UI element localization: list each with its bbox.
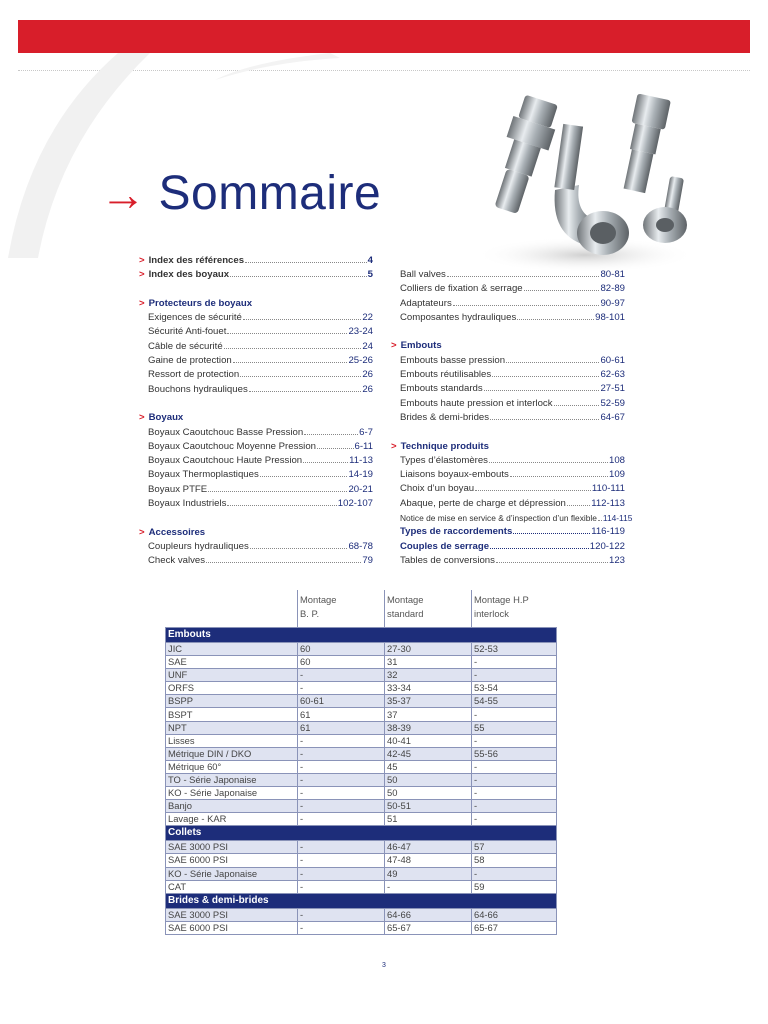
table-cell: 47-48 (385, 854, 472, 867)
table-cell: - (298, 841, 385, 854)
toc-entry-label: Abaque, perte de charge et dépression (400, 497, 566, 509)
toc-entry-label: Index des références (148, 255, 245, 266)
toc-leader-dots (517, 319, 594, 320)
table-row (166, 695, 557, 708)
toc-entry[interactable] (391, 525, 625, 539)
toc-leader-dots (506, 362, 599, 363)
table-cell: 54-55 (472, 695, 557, 708)
toc-leader-dots (490, 548, 589, 549)
table-cell: 52-53 (472, 643, 557, 656)
toc-leader-dots (554, 405, 600, 406)
table-cell: 64-66 (472, 908, 557, 921)
table-row (166, 721, 557, 734)
toc-entry-page: 110-111 (591, 483, 625, 495)
table-cell: 57 (472, 841, 557, 854)
toc-leader-dots (317, 448, 354, 449)
toc-entry-page: 26 (362, 383, 373, 395)
table-row (166, 656, 557, 669)
toc-spacer (139, 511, 373, 525)
table-row (166, 854, 557, 867)
arrow-right-icon: → (100, 167, 147, 220)
table-cell: - (472, 708, 557, 721)
table-cell: SAE 3000 PSI (166, 908, 298, 921)
table-cell: 31 (385, 656, 472, 669)
toc-entry-page: 108 (608, 454, 625, 466)
toc-entry-page: 112-113 (591, 497, 625, 509)
toc-leader-dots (524, 290, 600, 291)
table-cell: - (385, 880, 472, 893)
toc-entry-page: 4 (367, 255, 373, 266)
toc-entry[interactable] (391, 554, 625, 568)
table-cell: 50 (385, 787, 472, 800)
table-cell: Métrique DIN / DKO (166, 747, 298, 760)
toc-entry-label: Embouts standards (400, 383, 483, 395)
toc-entry[interactable] (391, 311, 625, 325)
toc-leader-dots (224, 348, 362, 349)
toc-entry[interactable] (139, 383, 373, 397)
toc-entry-page: 22 (362, 312, 373, 324)
toc-section-label: Accessoires (148, 526, 206, 538)
toc-entry[interactable] (391, 397, 625, 411)
toc-leader-dots (245, 262, 367, 263)
toc-entry-label: Tables de conversions (400, 554, 495, 566)
table-cell: CAT (166, 880, 298, 893)
toc-entry-label: Check valves (148, 555, 206, 567)
toc-entry-label: Embouts réutilisables (400, 369, 492, 381)
table-cell: 40-41 (385, 734, 472, 747)
toc-left-column (139, 254, 373, 569)
table-cell: SAE 3000 PSI (166, 841, 298, 854)
table-cell: SAE 6000 PSI (166, 854, 298, 867)
table-row (166, 708, 557, 721)
toc-entry-page: 68-78 (348, 540, 373, 552)
toc-entry[interactable] (139, 497, 373, 511)
toc-entry-label: Gaine de protection (148, 355, 232, 367)
toc-entry[interactable] (391, 540, 625, 554)
table-row (166, 760, 557, 773)
table-cell: 32 (385, 669, 472, 682)
table-row (166, 813, 557, 826)
table-group-label: Brides & demi-brides (166, 893, 557, 908)
toc-entry-label: Boyaux Caoutchouc Basse Pression (148, 426, 304, 438)
page-title-text: Sommaire (158, 167, 382, 220)
toc-entry[interactable] (139, 440, 373, 454)
toc-entry-page: 23-24 (348, 326, 373, 338)
table-row (166, 921, 557, 934)
table-cell: TO - Série Japonaise (166, 773, 298, 786)
table-cell: 60-61 (298, 695, 385, 708)
table-cell: - (298, 854, 385, 867)
table-cell: BSPP (166, 695, 298, 708)
toc-entry-label: Types d’élastomères (400, 454, 488, 466)
toc-leader-dots (303, 462, 348, 463)
table-cell: 50-51 (385, 800, 472, 813)
table-cell: UNF (166, 669, 298, 682)
toc-entry-label: Câble de sécurité (148, 340, 223, 352)
toc-leader-dots (304, 434, 358, 435)
toc-entry[interactable] (139, 368, 373, 382)
toc-entry[interactable] (391, 454, 625, 468)
toc-entry-label: Ball valves (400, 269, 446, 280)
table-group-label: Embouts (166, 628, 557, 643)
table-cell: SAE (166, 656, 298, 669)
table-cell: 49 (385, 867, 472, 880)
table-cell: BSPT (166, 708, 298, 721)
chevron-right-icon: > (391, 340, 397, 352)
table-cell: 61 (298, 708, 385, 721)
table-column-header: Montage H.P interlock (472, 590, 557, 628)
toc-section-label: Technique produits (400, 440, 489, 452)
toc-entry-page: 116-119 (591, 526, 625, 538)
table-cell: Métrique 60° (166, 760, 298, 773)
toc-entry-label: Types de raccordements (400, 526, 513, 538)
toc-entry-label: Liaisons boyaux-embouts (400, 469, 509, 481)
toc-leader-dots (260, 476, 348, 477)
page-title (100, 166, 381, 221)
table-cell: - (298, 734, 385, 747)
toc-leader-dots (496, 562, 608, 563)
table-cell: - (472, 813, 557, 826)
toc-entry[interactable] (391, 482, 625, 496)
toc-entry[interactable] (391, 297, 625, 311)
table-cell: - (298, 867, 385, 880)
toc-entry-page: 64-67 (600, 411, 625, 423)
toc-spacer (391, 425, 625, 439)
chevron-right-icon: > (139, 269, 145, 281)
table-cell: - (298, 813, 385, 826)
toc-entry-label: Embouts basse pression (400, 354, 506, 366)
table-cell: - (472, 800, 557, 813)
table-row (166, 669, 557, 682)
toc-leader-dots (208, 491, 347, 492)
table-cell: 42-45 (385, 747, 472, 760)
table-group-row (166, 893, 557, 908)
table-cell: - (472, 669, 557, 682)
table-column-header (166, 590, 298, 628)
toc-entry-page: 120-122 (589, 540, 625, 552)
table-group-row (166, 826, 557, 841)
toc-entry[interactable] (139, 554, 373, 568)
toc-entry-page: 79 (362, 555, 373, 567)
chevron-right-icon: > (391, 440, 397, 452)
toc-entry[interactable] (139, 254, 373, 268)
toc-leader-dots (598, 520, 602, 521)
toc-section-heading (391, 339, 625, 353)
toc-entry-page: 90-97 (600, 297, 625, 309)
toc-entry[interactable] (139, 483, 373, 497)
table-cell: 37 (385, 708, 472, 721)
table-cell: - (472, 656, 557, 669)
toc-entry-page: 114-115 (602, 513, 633, 524)
table-cell: SAE 6000 PSI (166, 921, 298, 934)
table-row (166, 867, 557, 880)
toc-entry[interactable] (139, 325, 373, 339)
toc-entry-label: Index des boyaux (148, 269, 230, 281)
toc-entry-page: 80-81 (600, 269, 625, 280)
toc-entry[interactable] (139, 426, 373, 440)
toc-leader-dots (240, 376, 361, 377)
toc-leader-dots (227, 505, 336, 506)
table-cell: 51 (385, 813, 472, 826)
toc-leader-dots (513, 533, 590, 534)
toc-spacer (391, 325, 625, 339)
table-header-row (166, 590, 557, 628)
toc-leader-dots (475, 490, 591, 491)
toc-leader-dots (510, 476, 608, 477)
toc-spacer (139, 283, 373, 297)
toc-entry[interactable] (139, 311, 373, 325)
toc-entry-page: 14-19 (348, 469, 373, 481)
table-cell: NPT (166, 721, 298, 734)
toc-leader-dots (250, 548, 348, 549)
page-number: 3 (382, 962, 386, 969)
toc-entry-label: Choix d’un boyau (400, 483, 475, 495)
table-cell: 38-39 (385, 721, 472, 734)
table-cell: 46-47 (385, 841, 472, 854)
table-cell: - (298, 800, 385, 813)
toc-entry-page: 27-51 (600, 383, 625, 395)
hydraulic-fittings-photo (455, 85, 695, 275)
toc-entry[interactable] (391, 282, 625, 296)
toc-entry[interactable] (391, 511, 633, 525)
table-group-label: Collets (166, 826, 557, 841)
table-cell: - (472, 773, 557, 786)
table-cell: - (298, 880, 385, 893)
table-cell: 65-67 (385, 921, 472, 934)
toc-leader-dots (489, 462, 608, 463)
toc-entry-page: 20-21 (348, 483, 373, 495)
table-group-row (166, 628, 557, 643)
toc-leader-dots (227, 333, 347, 334)
small-nut-fitting (643, 176, 687, 243)
toc-entry-page: 5 (367, 269, 373, 281)
toc-leader-dots (206, 562, 361, 563)
toc-entry-label: Brides & demi-brides (400, 411, 490, 423)
toc-entry[interactable] (139, 468, 373, 482)
table-cell: 45 (385, 760, 472, 773)
toc-leader-dots (233, 362, 348, 363)
table-cell: 60 (298, 656, 385, 669)
table-cell: - (298, 669, 385, 682)
table-cell: JIC (166, 643, 298, 656)
table-cell: 60 (298, 643, 385, 656)
toc-entry-page: 62-63 (600, 369, 625, 381)
toc-leader-dots (453, 305, 600, 306)
toc-entry-page: 52-59 (600, 397, 625, 409)
toc-entry-label: Coupleurs hydrauliques (148, 540, 249, 552)
toc-entry-label: Couples de serrage (400, 540, 490, 552)
table-cell: 59 (472, 880, 557, 893)
table-cell: - (472, 734, 557, 747)
toc-entry[interactable] (391, 354, 625, 368)
table-cell: Banjo (166, 800, 298, 813)
toc-section-heading (139, 526, 373, 540)
table-cell: - (298, 908, 385, 921)
toc-entry-label: Adaptateurs (400, 297, 452, 309)
table-row (166, 908, 557, 921)
toc-spacer (139, 397, 373, 411)
table-column-header: Montage standard (385, 590, 472, 628)
toc-leader-dots (249, 391, 362, 392)
toc-entry-label: Boyaux Caoutchouc Moyenne Pression (148, 440, 316, 452)
table-cell: KO - Série Japonaise (166, 867, 298, 880)
straight-fitting-right (618, 93, 671, 194)
table-cell: 53-54 (472, 682, 557, 695)
toc-leader-dots (567, 505, 590, 506)
table-row (166, 734, 557, 747)
toc-entry[interactable] (391, 382, 625, 396)
toc-entry[interactable] (139, 354, 373, 368)
toc-entry-page: 6-7 (359, 426, 373, 438)
toc-entry-page: 25-26 (348, 355, 373, 367)
table-row (166, 787, 557, 800)
table-cell: - (472, 867, 557, 880)
straight-fitting-left (485, 93, 563, 217)
table-cell: ORFS (166, 682, 298, 695)
toc-entry-page: 102-107 (337, 498, 373, 510)
table-row (166, 880, 557, 893)
toc-section-heading (139, 411, 373, 425)
toc-entry[interactable] (391, 497, 625, 511)
toc-leader-dots (492, 376, 599, 377)
table-cell: - (298, 773, 385, 786)
toc-entry[interactable] (391, 268, 625, 282)
toc-entry-page: 6-11 (354, 440, 373, 452)
table-cell: 35-37 (385, 695, 472, 708)
toc-entry[interactable] (139, 268, 373, 282)
table-row (166, 747, 557, 760)
table-cell: 61 (298, 721, 385, 734)
table-cell: Lisses (166, 734, 298, 747)
table-row (166, 841, 557, 854)
toc-leader-dots (490, 419, 599, 420)
toc-entry-label: Boyaux PTFE (148, 483, 208, 495)
toc-entry-page: 24 (362, 340, 373, 352)
chevron-right-icon: > (139, 255, 145, 266)
table-cell: 33-34 (385, 682, 472, 695)
toc-entry-page: 60-61 (600, 354, 625, 366)
toc-leader-dots (447, 276, 600, 277)
fittings-table-container (165, 590, 557, 935)
toc-section-label: Protecteurs de boyaux (148, 297, 253, 309)
toc-entry-page: 26 (362, 369, 373, 381)
toc-entry-page: 82-89 (600, 283, 625, 295)
toc-entry[interactable] (139, 340, 373, 354)
toc-entry-label: Composantes hydrauliques (400, 311, 517, 323)
table-cell: 55 (472, 721, 557, 734)
table-cell: KO - Série Japonaise (166, 787, 298, 800)
toc-section-heading (391, 440, 625, 454)
toc-entry-label: Boyaux Industriels (148, 498, 227, 510)
table-cell: 64-66 (385, 908, 472, 921)
toc-entry-label: Ressort de protection (148, 369, 240, 381)
table-cell: - (298, 787, 385, 800)
toc-entry[interactable] (391, 368, 625, 382)
toc-section-heading (139, 297, 373, 311)
table-row (166, 773, 557, 786)
table-cell: 65-67 (472, 921, 557, 934)
table-cell: - (298, 921, 385, 934)
toc-entry-label: Sécurité Anti-fouet (148, 326, 227, 338)
table-cell: 50 (385, 773, 472, 786)
toc-entry-label: Notice de mise en service & d’inspection d’un flexible (400, 513, 597, 524)
table-cell: 58 (472, 854, 557, 867)
toc-entry[interactable] (139, 454, 373, 468)
toc-leader-dots (230, 276, 367, 277)
table-cell: 27-30 (385, 643, 472, 656)
toc-right-column (391, 268, 633, 568)
toc-entry[interactable] (391, 411, 625, 425)
toc-entry-page: 123 (608, 554, 625, 566)
toc-section-label: Boyaux (148, 412, 184, 424)
table-row (166, 800, 557, 813)
table-cell: - (298, 682, 385, 695)
toc-entry-label: Exigences de sécurité (148, 312, 242, 324)
table-cell: - (472, 787, 557, 800)
toc-entry-label: Colliers de fixation & serrage (400, 283, 523, 295)
table-cell: Lavage - KAR (166, 813, 298, 826)
toc-leader-dots (484, 390, 600, 391)
toc-entry-page: 109 (608, 469, 625, 481)
toc-entry-label: Boyaux Thermoplastiques (148, 469, 259, 481)
toc-entry[interactable] (391, 468, 625, 482)
toc-entry-label: Embouts haute pression et interlock (400, 397, 553, 409)
toc-entry-label: Boyaux Caoutchouc Haute Pression (148, 455, 303, 467)
elbow-fitting (554, 124, 629, 255)
toc-leader-dots (243, 319, 361, 320)
fittings-table (165, 590, 557, 935)
chevron-right-icon: > (139, 526, 145, 538)
toc-entry-label: Bouchons hydrauliques (148, 383, 248, 395)
table-cell: - (472, 760, 557, 773)
toc-entry-page: 98-101 (595, 311, 625, 323)
table-row (166, 682, 557, 695)
toc-section-label: Embouts (400, 340, 442, 352)
table-cell: - (298, 747, 385, 760)
table-column-header: Montage B. P. (298, 590, 385, 628)
table-row (166, 643, 557, 656)
table-cell: - (298, 760, 385, 773)
chevron-right-icon: > (139, 412, 145, 424)
chevron-right-icon: > (139, 297, 145, 309)
table-cell: 55-56 (472, 747, 557, 760)
toc-entry-page: 11-13 (349, 455, 373, 467)
toc-entry[interactable] (139, 540, 373, 554)
